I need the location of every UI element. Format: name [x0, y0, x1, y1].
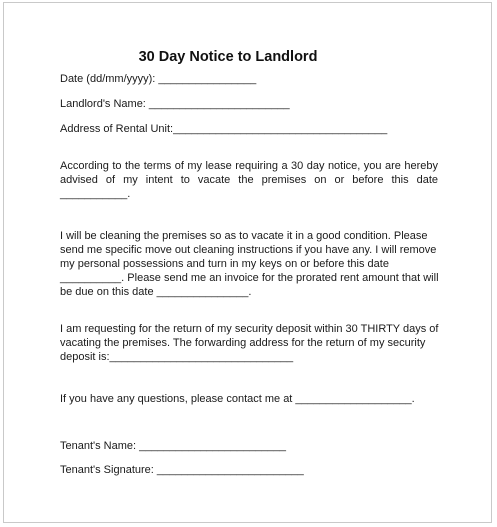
notice-paragraph-line: According to the terms of my lease requiring a 30 day notice, you are hereby [60, 160, 438, 172]
cleaning-paragraph-line: I will be cleaning the premises so as to vacate it in a good condition. Please [60, 230, 428, 242]
notice-paragraph-line: ___________. [60, 188, 131, 200]
date-line: Date (dd/mm/yyyy): ________________ [60, 73, 257, 85]
tenant-signature-line: Tenant's Signature: ________________________ [60, 464, 304, 476]
cleaning-paragraph-line: send me specific move out cleaning instructions if you have any. I will remove [60, 244, 437, 256]
rental-address-line: Address of Rental Unit:___________________________________ [60, 123, 388, 135]
tenant-name-line: Tenant's Name: ________________________ [60, 440, 286, 452]
notice-paragraph [60, 159, 438, 201]
cleaning-paragraph-line: my personal possessions and turn in my keys on or before this date [60, 258, 389, 270]
deposit-paragraph [60, 322, 438, 364]
cleaning-paragraph-line: __________. Please send me an invoice for the prorated rent amount that will [60, 272, 439, 284]
landlord-name-line: Landlord's Name: _______________________ [60, 98, 290, 110]
cleaning-paragraph [60, 229, 438, 299]
deposit-paragraph-line: I am requesting for the return of my security deposit within 30 THIRTY days of [60, 323, 439, 335]
notice-paragraph-line: advised of my intent to vacate the premises on or before this date [60, 174, 438, 186]
deposit-paragraph-line: deposit is:______________________________ [60, 351, 294, 363]
deposit-paragraph-line: vacating the premises. The forwarding address for the return of my security [60, 337, 426, 349]
questions-line: If you have any questions, please contact me at ___________________. [60, 393, 415, 405]
document-title: 30 Day Notice to Landlord [138, 49, 318, 65]
cleaning-paragraph-line: be due on this date _______________. [60, 286, 252, 298]
